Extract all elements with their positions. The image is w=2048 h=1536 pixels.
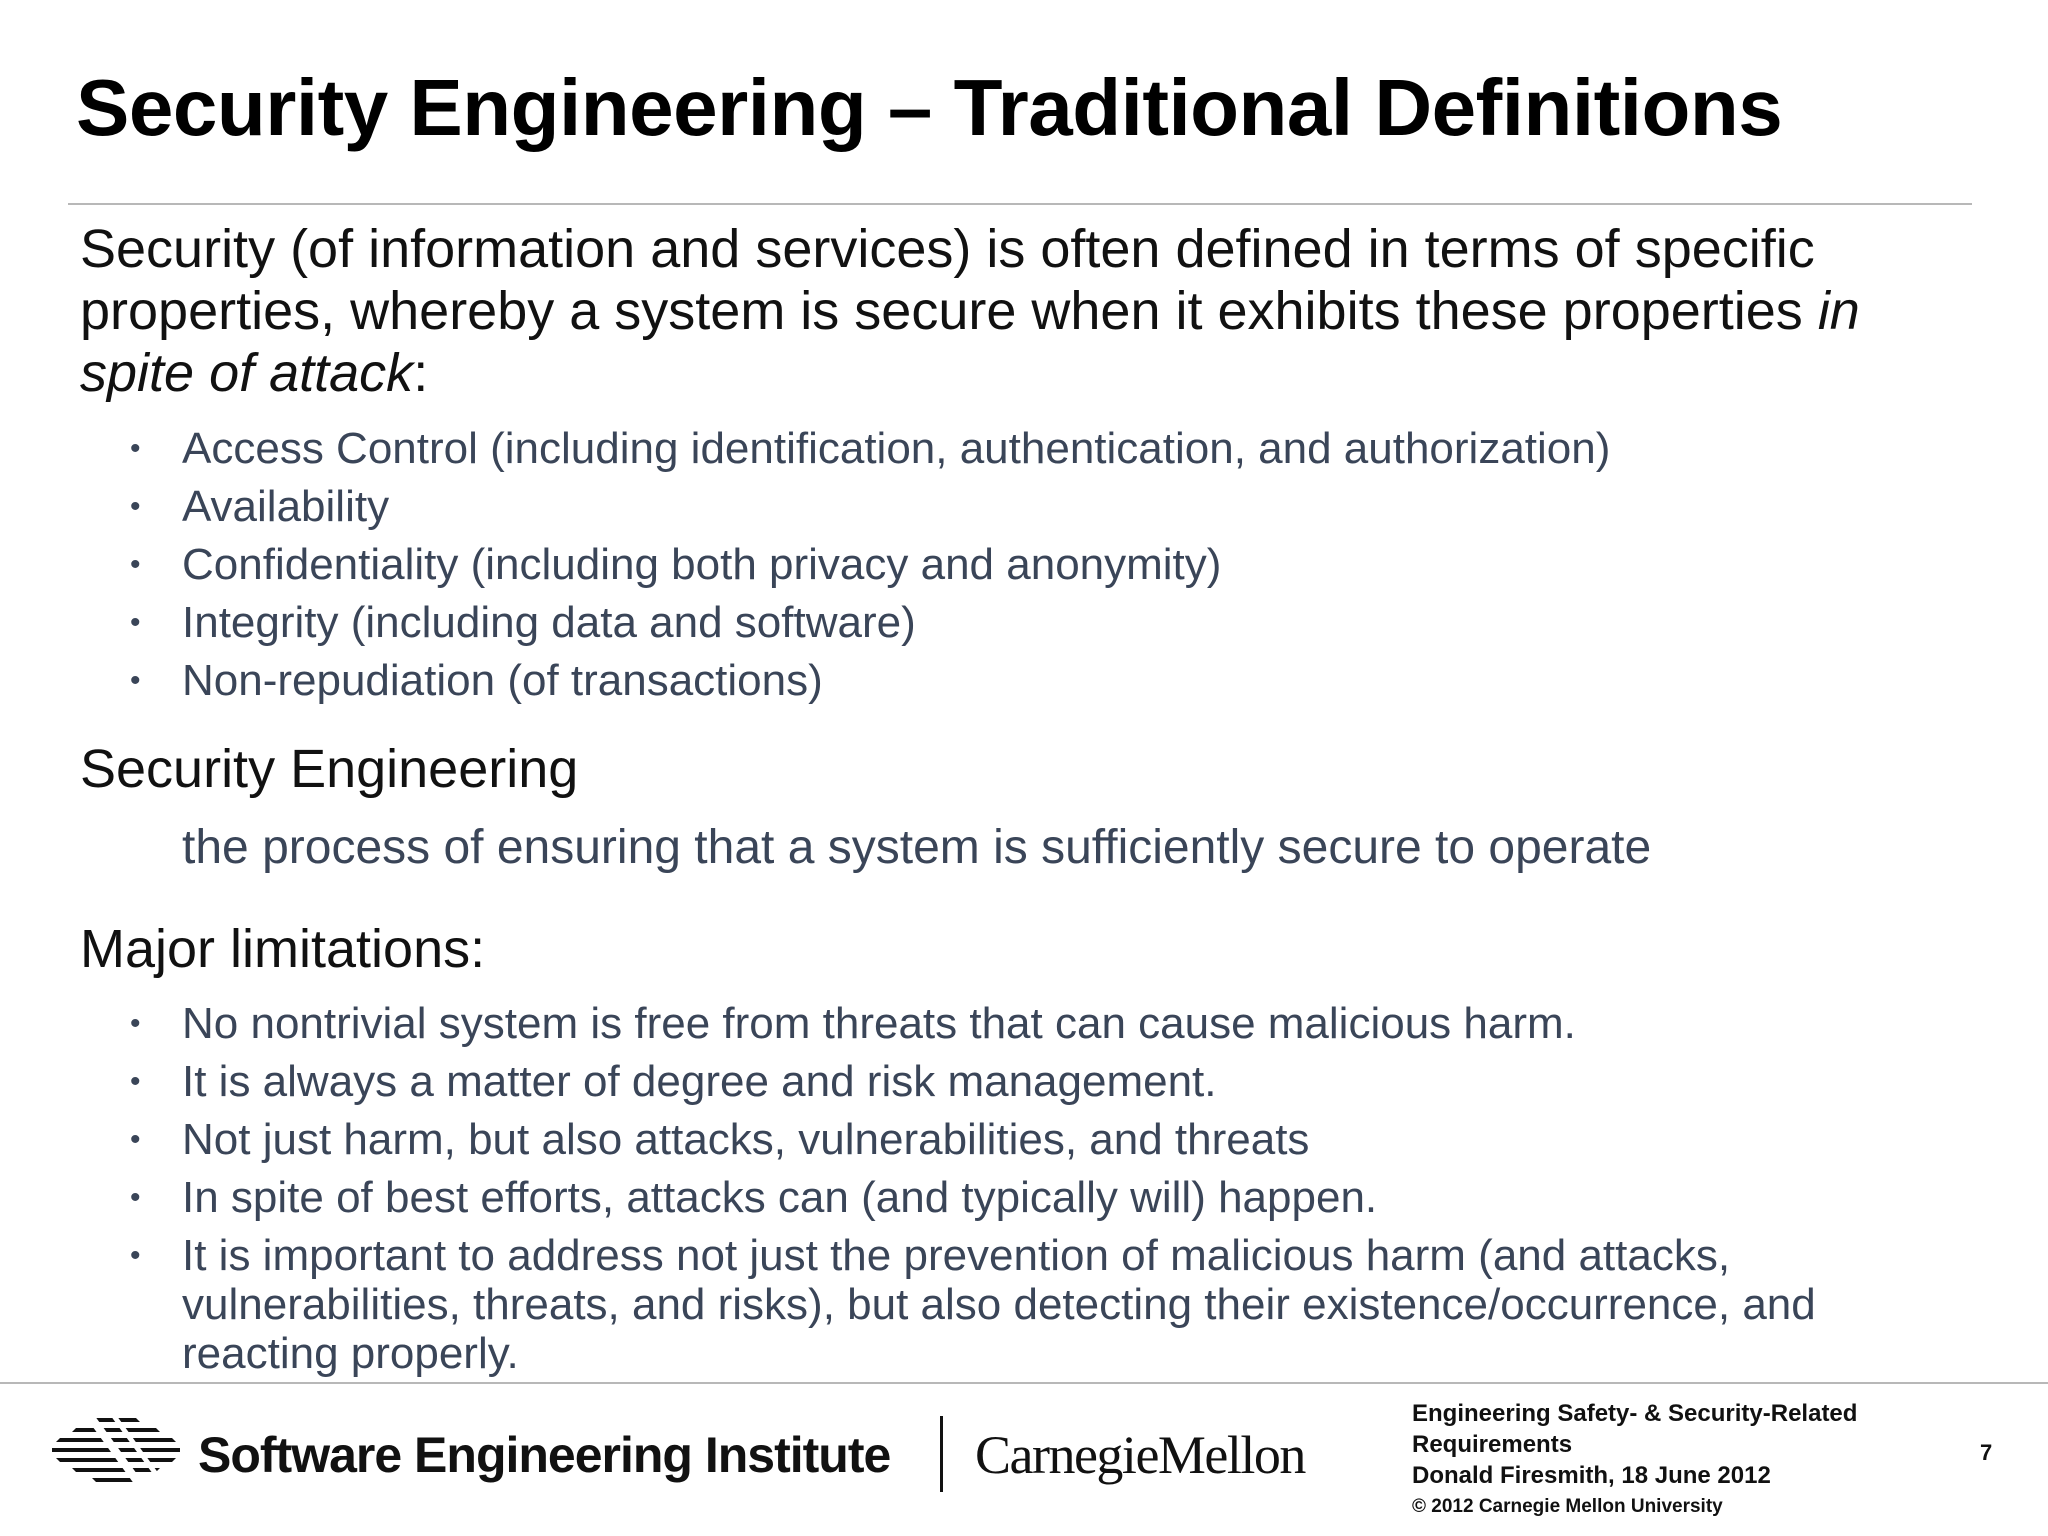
bullet-icon: • (130, 1239, 141, 1272)
properties-list (0, 424, 1882, 714)
bullet-icon: • (130, 548, 141, 581)
page-number: 7 (1980, 1440, 1993, 1465)
bullet-icon: • (130, 1123, 141, 1156)
logo-divider (940, 1416, 943, 1492)
list-item (0, 1057, 1882, 1106)
security-engineering-heading: Security Engineering (80, 739, 579, 799)
list-item (0, 656, 1882, 705)
limitation-text: In spite of best efforts, attacks can (and typically will) happen. (182, 1173, 1378, 1222)
list-item (0, 424, 1882, 473)
bullet-icon: • (130, 1065, 141, 1098)
intro-text: Security (of information and services) is often defined in terms of specific properties, whereby a system is secure when it exhibits these properties (80, 219, 1818, 341)
bullet-icon: • (130, 664, 141, 697)
property-text: Non-repudiation (of transactions) (182, 656, 823, 705)
property-text: Integrity (including data and software) (182, 598, 916, 647)
title-divider (68, 203, 1972, 205)
limitation-text: Not just harm, but also attacks, vulnerabilities, and threats (182, 1115, 1310, 1164)
limitation-text: No nontrivial system is free from threats that can cause malicious harm. (182, 999, 1576, 1048)
slide-title: Security Engineering – Traditional Definitions (76, 63, 1783, 152)
sei-logo-icon (52, 1412, 180, 1492)
list-item (0, 540, 1882, 589)
bullet-icon: • (130, 1007, 141, 1040)
limitation-text: It is always a matter of degree and risk management. (182, 1057, 1217, 1106)
property-text: Confidentiality (including both privacy and anonymity) (182, 540, 1222, 589)
presentation-title-line2: Requirements (1412, 1431, 1573, 1458)
property-text: Availability (182, 482, 390, 531)
limitations-heading: Major limitations: (80, 919, 486, 979)
footer-divider (0, 1382, 2048, 1384)
presentation-title-line1: Engineering Safety- & Security-Related (1412, 1400, 1858, 1427)
security-engineering-definition: the process of ensuring that a system is sufficiently secure to operate (182, 821, 1652, 874)
bullet-icon: • (130, 432, 141, 465)
copyright: © 2012 Carnegie Mellon University (1412, 1496, 1723, 1517)
limitation-text: It is important to address not just the prevention of malicious harm (and attacks, vulnerabilities, threats, and risks), but also detecting their existence/occurrence, and reacting properly. (182, 1231, 1816, 1378)
intro-suffix: : (413, 343, 429, 403)
bullet-icon: • (130, 1181, 141, 1214)
cmu-logo: CarnegieMellon (975, 1425, 1305, 1485)
bullet-icon: • (130, 606, 141, 639)
sei-name: Software Engineering Institute (198, 1427, 891, 1483)
list-item (0, 999, 1882, 1048)
list-item (0, 1231, 1882, 1378)
list-item (0, 1173, 1882, 1222)
bullet-icon: • (130, 490, 141, 523)
list-item (0, 598, 1882, 647)
author-date: Donald Firesmith, 18 June 2012 (1412, 1462, 1771, 1489)
intro-paragraph (80, 218, 1980, 404)
limitations-list (0, 999, 1882, 1387)
presentation-info (1412, 1398, 1857, 1491)
intro-emphasis: in spite of attack (80, 281, 1860, 403)
property-text: Access Control (including identification, authentication, and authorization) (182, 424, 1611, 473)
list-item (0, 482, 1882, 531)
list-item (0, 1115, 1882, 1164)
